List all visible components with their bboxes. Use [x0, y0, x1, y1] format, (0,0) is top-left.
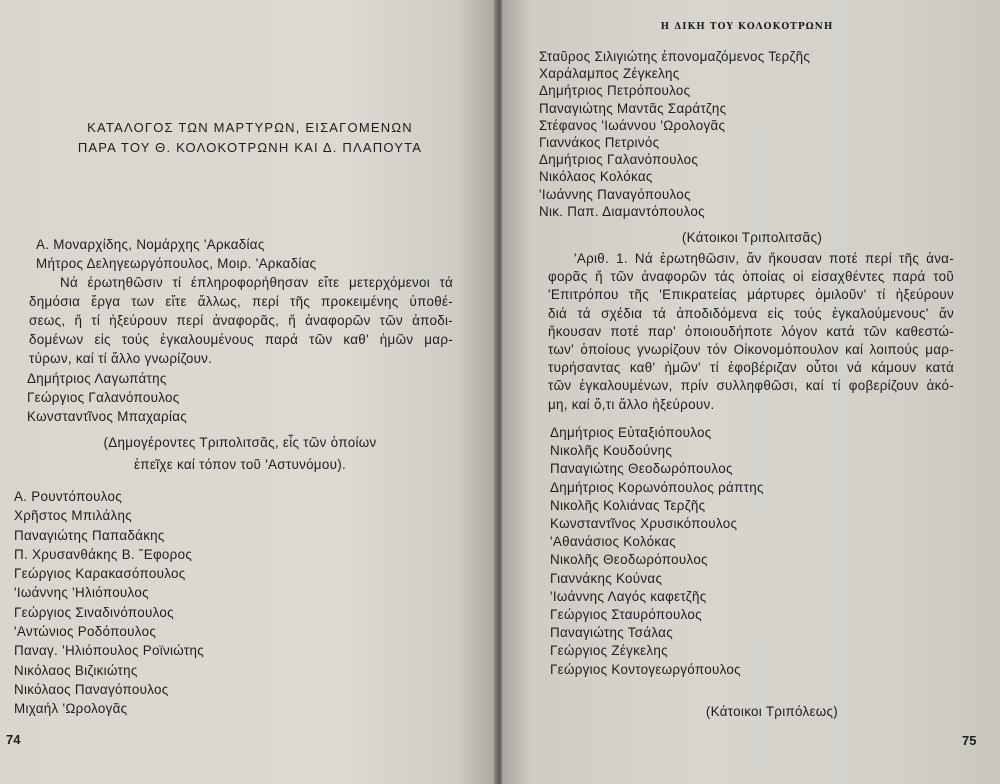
list-item: Δημήτριος Λαγωπάτης — [27, 371, 167, 386]
list-item: Α. Μοναρχίδης, Νομάρχης 'Αρκαδίας — [36, 237, 265, 252]
list-item: Δημήτριος Εὐταξιόπουλος — [550, 425, 712, 440]
paragraph-line: διά τά σχέδια τά ἀποδιδόμενα εἰς τούς ἐγκαλούμενους' ἄν — [548, 305, 954, 321]
list-item: Μιχαήλ 'Ωρολογᾶς — [14, 701, 128, 717]
paragraph-line: Νά έρωτηθῶσιν τί έπληροφορήθησαν εἴτε μετερχόμενοι τά — [60, 275, 453, 290]
paragraph-line: ἤκουσαν ποτέ παρ' ὁποιουδήποτε λόγον κατά τῶν καθεστώ- — [548, 323, 954, 339]
list-item: Νικολῆς Κολιάνας Τερζῆς — [550, 497, 706, 513]
names-list — [27, 369, 187, 426]
list-item: Γεώργιος Σιναδινόπουλος — [14, 604, 174, 620]
officials-list — [36, 235, 316, 273]
paragraph-line: μη, καί ὅ,τι ἄλλο ἠξεύρουν. — [548, 396, 715, 412]
list-item: Νικόλαος Παναγόπουλος — [14, 681, 169, 697]
paragraph-line: 'Επιτρόπου τῆς 'Επικρατείας μάρτυρες ὁμιλοῦν' τί ἠξεύρουν — [548, 287, 954, 303]
list-item: Δημήτριος Κορωνόπουλος ράπτης — [550, 479, 764, 495]
list-item: Κωνσταντῖνος Χρυσικόπουλος — [550, 516, 738, 532]
title-line: ΠΑΡΑ ΤΟΥ Θ. ΚΟΛΟΚΟΤΡΩΝΗ ΚΑΙ Δ. ΠΛΑΠΟΥΤΑ — [77, 140, 423, 155]
running-header: Η ΔΙΚΗ ΤΟΥ ΚΟΛΟΚΟΤΡΩΝΗ — [660, 22, 834, 32]
list-item: Γεώργιος Γαλανόπουλος — [27, 390, 180, 405]
list-item: Νικόλαος Βιζικιώτης — [14, 662, 138, 678]
title-line: ΚΑΤΑΛΟΓΟΣ ΤΩΝ ΜΑΡΤΥΡΩΝ, ΕΙΣΑΓΟΜΕΝΩΝ — [87, 120, 413, 135]
paragraph-line: σεως, ἤ τί ἠξεύρουν περί ἀναφορᾶς, ἤ ἀναφορῶν τῶν ἀποδι- — [29, 313, 453, 328]
list-item: Δημήτριος Γαλανόπουλος — [539, 152, 699, 168]
right-page — [502, 0, 1000, 784]
list-item: Γεώργιος Σταυρόπουλος — [550, 607, 702, 623]
names-list — [539, 48, 810, 220]
left-page — [0, 0, 496, 784]
list-item: 'Αθανάσιος Κολόκας — [550, 534, 676, 550]
paragraph-line: δημόσια ἔργα των εἴτε ἄλλως, περί τῆς προκειμένης ὑποθέ- — [29, 294, 453, 309]
paragraph-line: τῶν ἐγκαλουμένων, πρίν συλληφθῶσι, καί τί φοβερίζουν ἀκό- — [548, 378, 954, 394]
paragraph-line: δομένων εἰς τούς ἐγκαλουμένους παρά τῶν καθ' ἡμῶν μαρ- — [29, 332, 453, 347]
note-line: (Δημογέροντες Τριπολιτσᾶς, εἷς τῶν ὁποίων — [103, 435, 377, 450]
list-item: Παναγιώτης Τσάλας — [550, 625, 673, 641]
list-item: Νικόλαος Κολόκας — [539, 169, 653, 185]
list-item: Γεώργιος Ζέγκελης — [550, 643, 668, 659]
page-number: 74 — [6, 732, 21, 747]
paragraph-line: των' ὁποίους γνωρίζουν τόν Οἰκονομόπουλον καί λοιπούς μαρ- — [548, 342, 954, 358]
list-item: Παναγ. 'Ηλιόπουλος Ροϊνιώτης — [14, 643, 204, 659]
chapter-title — [60, 118, 440, 158]
list-item: 'Ιωάννης 'Ηλιόπουλος — [14, 585, 149, 601]
names-list — [14, 487, 204, 719]
page-number: 75 — [962, 733, 977, 748]
list-item: Α. Ρουντόπουλος — [14, 489, 123, 504]
group-note: (Κάτοικοι Τριπόλεως) — [705, 704, 839, 719]
list-item: 'Ιωάννης Παναγόπουλος — [539, 186, 691, 202]
list-item: Στέφανος 'Ιωάννου 'Ωρολογᾶς — [539, 117, 726, 133]
list-item: Π. Χρυσανθάκης Β. ῎Εφορος — [14, 546, 193, 562]
list-item: Γεώργιος Καρακασόπουλος — [14, 566, 186, 582]
names-list — [550, 424, 764, 679]
list-item: Νικ. Παπ. Διαμαντόπουλος — [539, 203, 705, 219]
list-item: Σταῦρος Σιλιγιώτης ἐπονομαζόμενος Τερζῆς — [539, 49, 811, 64]
list-item: Παναγιώτης Θεοδωρόπουλος — [550, 461, 733, 477]
list-item: Νικολῆς Θεοδωρόπουλος — [550, 552, 708, 568]
list-item: Χαράλαμπος Ζέγκελης — [539, 66, 680, 82]
list-item: Μήτρος Δεληγεωργόπουλος, Μοιρ. 'Αρκαδίας — [36, 256, 317, 271]
note-line: ἐπεῖχε καί τόπον τοῦ 'Αστυνόμου). — [134, 457, 346, 472]
list-item: Παναγιώτης Μαντᾶς Σαράτζης — [539, 100, 727, 116]
list-item: Γιαννάκης Κούνας — [550, 570, 663, 586]
list-item: 'Ιωάννης Λαγός καφετζῆς — [550, 588, 707, 604]
paragraph-line: φορᾶς ἤ τῶν ἀναφορῶν τάς ὁποίας οἱ εἰσαχθέντες παρά τοῦ — [548, 269, 954, 285]
paragraph-line: 'Αριθ. 1. Νά ἐρωτηθῶσιν, ἄν ἤκουσαν ποτέ περί τῆς ἀνα- — [574, 251, 954, 266]
paragraph-line: τύρων, καί τί ἄλλο γνωρίζουν. — [29, 351, 213, 366]
list-item: 'Αντώνιος Ροδόπουλος — [14, 624, 157, 640]
list-item: Γεώργιος Κοντογεωργόπουλος — [550, 661, 741, 677]
question-paragraph — [29, 273, 453, 368]
list-item: Χρῆστος Μπιλάλης — [14, 508, 132, 524]
list-item: Παναγιώτης Παπαδάκης — [14, 527, 165, 543]
list-item: Δημήτριος Πετρόπουλος — [539, 83, 691, 99]
list-item: Νικολῆς Κουδούνης — [550, 443, 673, 459]
group-note — [60, 432, 420, 476]
question-paragraph — [548, 250, 954, 414]
list-item: Γιαννάκος Πετρινός — [539, 135, 660, 151]
paragraph-line: τυρήσαντας καθ' ἡμῶν' τί ἐφοβέριζαν οὗτοι νά κάμουν κατά — [548, 360, 954, 376]
group-note: (Κάτοικοι Τριπολιτσᾶς) — [681, 230, 823, 245]
list-item: Κωνσταντῖνος Μπαχαρίας — [27, 409, 188, 424]
